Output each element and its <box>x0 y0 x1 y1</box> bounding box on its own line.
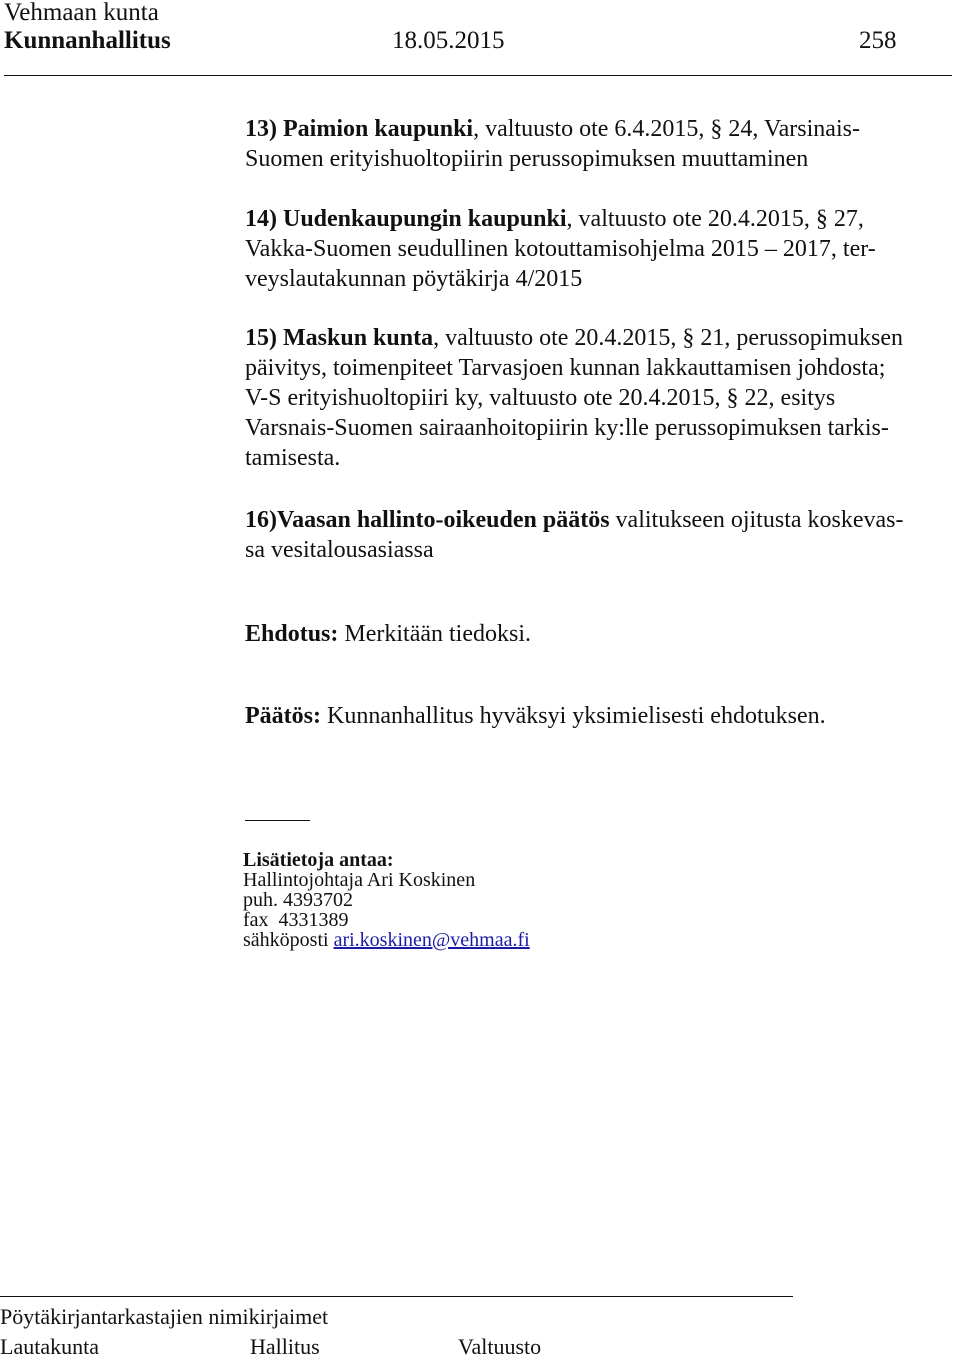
item-entity: Maskun kunta <box>283 325 434 351</box>
item-text: , valtuusto ote 6.4.2015, § 24, Varsinais- <box>473 116 860 142</box>
item-text-line: Suomen erityishuoltopiirin perussopimuksen muuttaminen <box>245 146 809 172</box>
list-item <box>245 204 957 294</box>
proposal-paragraph <box>245 619 531 649</box>
proposal-text: Merkitään tiedoksi. <box>338 621 531 647</box>
list-item <box>245 114 957 174</box>
page-number: 258 <box>859 27 897 54</box>
footer-column-valtuusto: Valtuusto <box>458 1334 542 1359</box>
footer-column-hallitus: Hallitus <box>250 1334 320 1359</box>
item-number: 15) <box>245 325 277 351</box>
item-text: , valtuusto ote 20.4.2015, § 21, perussopimuksen <box>433 325 904 351</box>
decision-paragraph <box>245 701 826 731</box>
contact-name: Hallintojohtaja Ari Koskinen <box>243 869 476 891</box>
item-text-line: Varsnais-Suomen sairaanhoitopiirin ky:lle perussopimuksen tarkis- <box>245 415 889 441</box>
item-text: valitukseen ojitusta koskevas- <box>609 507 904 533</box>
item-text-line: tamisesta. <box>245 445 341 471</box>
list-item <box>245 505 957 565</box>
contact-fax: fax 4331389 <box>243 909 349 931</box>
item-text-line: sa vesitalousasiassa <box>245 537 434 563</box>
item-entity: Paimion kaupunki <box>283 116 474 142</box>
item-number: 16) <box>245 507 277 533</box>
item-number: 13) <box>245 116 277 142</box>
separator-rule <box>245 820 310 821</box>
item-number: 14) <box>245 206 277 232</box>
item-text-line: Vakka-Suomen seudullinen kotouttamisohjelma 2015 – 2017, ter- <box>245 236 876 262</box>
decision-text: Kunnanhallitus hyväksyi yksimielisesti ehdotuksen. <box>320 703 826 729</box>
signatures-label: Pöytäkirjantarkastajien nimikirjaimet <box>0 1304 329 1329</box>
footer-rule <box>0 1296 793 1297</box>
contact-phone: puh. 4393702 <box>243 889 353 911</box>
municipality-name: Vehmaan kunta <box>4 0 159 26</box>
proposal-label: Ehdotus: <box>245 621 339 647</box>
contact-email-label: sähköposti <box>243 929 334 951</box>
footer-column-lautakunta: Lautakunta <box>0 1334 99 1359</box>
item-entity: Uudenkaupungin kaupunki <box>283 206 567 232</box>
item-text-line: V-S erityishuoltopiiri ky, valtuusto ote 20.4.2015, § 22, esitys <box>245 385 836 411</box>
item-text-line: veyslautakunnan pöytäkirja 4/2015 <box>245 266 583 292</box>
item-text-line: päivitys, toimenpiteet Tarvasjoen kunnan lakkauttamisen johdosta; <box>245 355 886 381</box>
body-name: Kunnanhallitus <box>4 27 171 54</box>
item-entity: Vaasan hallinto-oikeuden päätös <box>277 507 610 533</box>
header-rule <box>4 75 952 76</box>
item-text: , valtuusto ote 20.4.2015, § 27, <box>566 206 864 232</box>
contact-email-link[interactable]: ari.koskinen@vehmaa.fi <box>333 929 530 951</box>
contact-block <box>243 850 530 950</box>
meeting-date: 18.05.2015 <box>392 27 505 54</box>
list-item <box>245 323 957 473</box>
contact-heading: Lisätietoja antaa: <box>243 849 394 871</box>
decision-label: Päätös: <box>245 703 321 729</box>
